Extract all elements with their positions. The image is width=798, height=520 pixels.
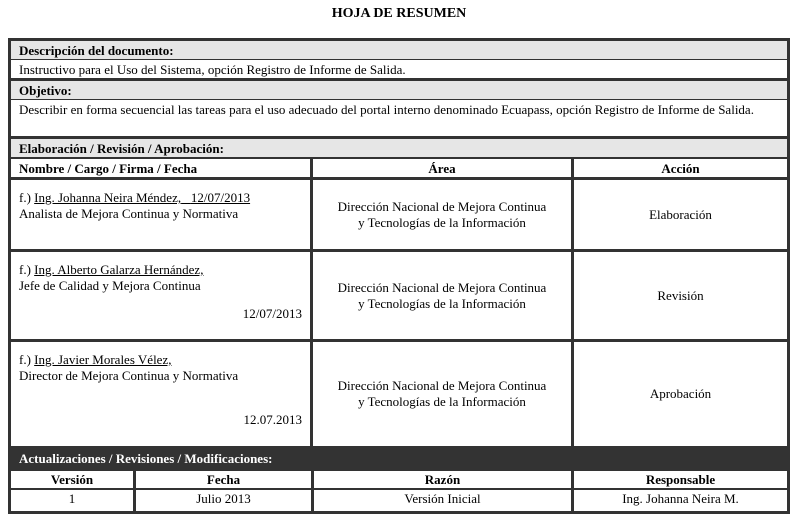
column-header-accion: Acción	[574, 159, 787, 177]
area-cell	[313, 252, 571, 339]
signer-cell	[11, 180, 310, 249]
column-header-razon: Razón	[314, 471, 571, 488]
descripcion-text: Instructivo para el Uso del Sistema, opción Registro de Informe de Salida.	[11, 60, 787, 78]
column-header-responsable: Responsable	[574, 471, 787, 488]
column-header-version: Versión	[11, 471, 133, 488]
objetivo-text: Describir en forma secuencial las tareas para el uso adecuado del portal interno denominado Ecuapass, opción Registro de Informe de Salida.	[11, 100, 787, 136]
area-line: Dirección Nacional de Mejora Continua	[337, 279, 547, 295]
column-header-nombre: Nombre / Cargo / Firma / Fecha	[11, 159, 310, 177]
document-title: HOJA DE RESUMEN	[331, 6, 467, 21]
area-line: y Tecnologías de la Información	[358, 295, 526, 311]
area-line: y Tecnologías de la Información	[358, 214, 526, 230]
descripcion-label: Descripción del documento:	[11, 41, 787, 59]
signer-name: Ing. Johanna Neira Méndez,	[34, 190, 182, 205]
signer-cargo: Jefe de Calidad y Mejora Continua	[19, 278, 201, 293]
accion-cell: Aprobación	[574, 342, 787, 446]
area-line: y Tecnologías de la Información	[358, 394, 526, 409]
razon-cell: Versión Inicial	[314, 490, 571, 511]
signer-name: Ing. Javier Morales Vélez,	[34, 352, 172, 367]
area-cell	[313, 342, 571, 446]
responsable-cell: Ing. Johanna Neira M.	[574, 490, 787, 511]
signature-prefix: f.)	[19, 262, 35, 277]
signer-date: 12.07.2013	[243, 412, 302, 427]
signer-date: 12/07/2013	[242, 306, 302, 321]
elaboracion-label: Elaboración / Revisión / Aprobación:	[11, 139, 787, 157]
signature-prefix: f.)	[19, 352, 35, 367]
fecha-cell: Julio 2013	[136, 490, 311, 511]
objetivo-label: Objetivo:	[11, 81, 787, 99]
area-cell	[313, 180, 571, 249]
summary-table	[8, 38, 790, 514]
signer-cargo: Director de Mejora Continua y Normativa	[19, 368, 239, 383]
version-cell: 1	[11, 490, 133, 511]
signer-cell	[11, 342, 310, 446]
column-header-area: Área	[313, 159, 571, 177]
signer-name: Ing. Alberto Galarza Hernández,	[34, 262, 204, 277]
signer-date: 12/07/2013	[190, 190, 251, 205]
accion-cell: Elaboración	[574, 180, 787, 249]
actualizaciones-label: Actualizaciones / Revisiones / Modificaciones:	[11, 449, 787, 469]
area-line: Dirección Nacional de Mejora Continua	[337, 378, 547, 393]
signer-cargo: Analista de Mejora Continua y Normativa	[19, 206, 239, 221]
area-line: Dirección Nacional de Mejora Continua	[337, 198, 547, 214]
signature-prefix: f.)	[19, 190, 35, 205]
signer-cell	[11, 252, 310, 339]
column-header-fecha: Fecha	[136, 471, 311, 488]
accion-cell: Revisión	[574, 252, 787, 339]
